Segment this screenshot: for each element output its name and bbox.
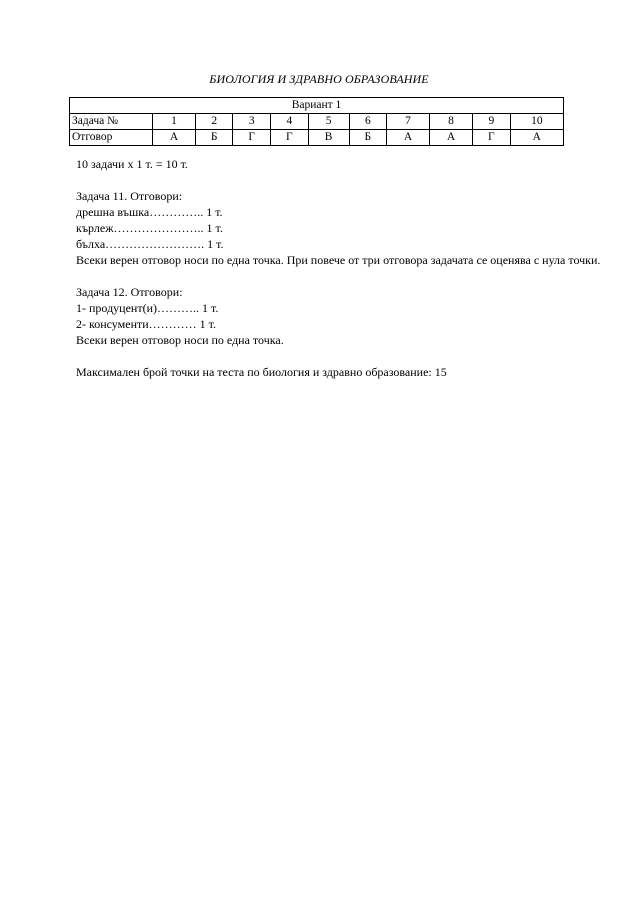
task-number-cell: 8 bbox=[430, 114, 473, 130]
answer-row bbox=[70, 130, 564, 146]
task-number-cell: 1 bbox=[153, 114, 196, 130]
answer-key-body bbox=[76, 156, 616, 380]
answer-cell: А bbox=[153, 130, 196, 146]
task11-item: дрешна въшка………….. 1 т. bbox=[76, 205, 223, 219]
answer-cell: Г bbox=[271, 130, 309, 146]
task-number-row bbox=[70, 114, 564, 130]
answer-table bbox=[69, 97, 564, 146]
task-number-cell: 7 bbox=[387, 114, 430, 130]
task-number-cell: 2 bbox=[195, 114, 232, 130]
task-number-cell: 4 bbox=[271, 114, 309, 130]
task-number-cell: 5 bbox=[308, 114, 349, 130]
task12-heading: Задача 12. Отговори: bbox=[76, 285, 183, 299]
answer-header: Отговор bbox=[70, 130, 153, 146]
task12-item: 2- консументи………… 1 т. bbox=[76, 317, 216, 331]
task-number-cell: 9 bbox=[473, 114, 511, 130]
task-number-header: Задача № bbox=[70, 114, 153, 130]
answer-cell: Г bbox=[233, 130, 271, 146]
answer-cell: Г bbox=[473, 130, 511, 146]
answer-cell: А bbox=[430, 130, 473, 146]
task11-item: кърлеж………………….. 1 т. bbox=[76, 221, 223, 235]
score-line: 10 задачи х 1 т. = 10 т. bbox=[76, 157, 188, 171]
variant-row bbox=[70, 98, 564, 114]
task11-item: бълха……………………. 1 т. bbox=[76, 237, 224, 251]
task-number-cell: 10 bbox=[510, 114, 563, 130]
answer-cell: В bbox=[308, 130, 349, 146]
answer-cell: А bbox=[387, 130, 430, 146]
task12-item: 1- продуцент(и)……….. 1 т. bbox=[76, 301, 219, 315]
document-title: БИОЛОГИЯ И ЗДРАВНО ОБРАЗОВАНИЕ bbox=[209, 72, 429, 86]
task12-note: Всеки верен отговор носи по една точка. bbox=[76, 333, 284, 347]
answer-cell: А bbox=[510, 130, 563, 146]
total-points: Максимален брой точки на теста по биология и здравно образование: 15 bbox=[76, 365, 447, 379]
task11-heading: Задача 11. Отговори: bbox=[76, 189, 183, 203]
variant-label: Вариант 1 bbox=[70, 98, 564, 114]
answer-cell: Б bbox=[195, 130, 232, 146]
task-number-cell: 6 bbox=[349, 114, 386, 130]
task11-note: Всеки верен отговор носи по една точка. При повече от три отговора задачата се оценява с нула точки. bbox=[76, 253, 601, 267]
answer-cell: Б bbox=[349, 130, 386, 146]
task-number-cell: 3 bbox=[233, 114, 271, 130]
